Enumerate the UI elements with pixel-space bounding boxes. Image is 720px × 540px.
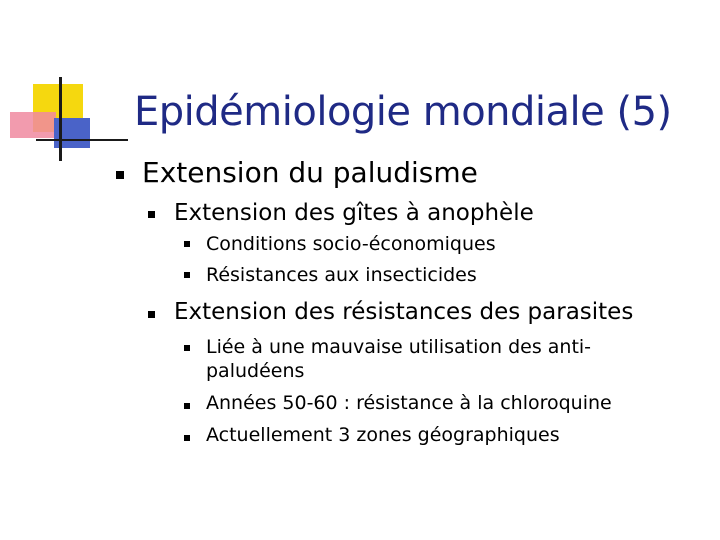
bullet-level3-zones: Actuellement 3 zones géographiques xyxy=(206,424,560,446)
logo-horizontal-line xyxy=(36,139,128,141)
bullet-level3-mauvaise-utilisation-cont: paludéens xyxy=(206,360,305,382)
bullet-level2-resistances-parasites: Extension des résistances des parasites xyxy=(174,299,634,325)
slide-logo-icon xyxy=(0,0,130,170)
bullet-level3-conditions: Conditions socio-économiques xyxy=(206,233,496,255)
bullet-level3-chloroquine: Années 50-60 : résistance à la chloroquine xyxy=(206,392,612,414)
bullet-level1-extension-paludisme: Extension du paludisme xyxy=(142,156,478,189)
square-bullet-icon xyxy=(148,311,155,318)
square-bullet-icon xyxy=(184,272,190,278)
square-bullet-icon xyxy=(116,171,124,179)
bullet-level3-mauvaise-utilisation: Liée à une mauvaise utilisation des anti- xyxy=(206,336,592,358)
slide-title: Epidémiologie mondiale (5) xyxy=(134,89,672,135)
square-bullet-icon xyxy=(148,211,155,218)
bullet-level3-insecticides: Résistances aux insecticides xyxy=(206,264,477,286)
logo-red-square xyxy=(10,112,56,138)
logo-vertical-line xyxy=(59,77,62,161)
bullet-level2-gites: Extension des gîtes à anophèle xyxy=(174,200,534,226)
square-bullet-icon xyxy=(184,403,190,409)
square-bullet-icon xyxy=(184,345,190,351)
square-bullet-icon xyxy=(184,435,190,441)
square-bullet-icon xyxy=(184,241,190,247)
